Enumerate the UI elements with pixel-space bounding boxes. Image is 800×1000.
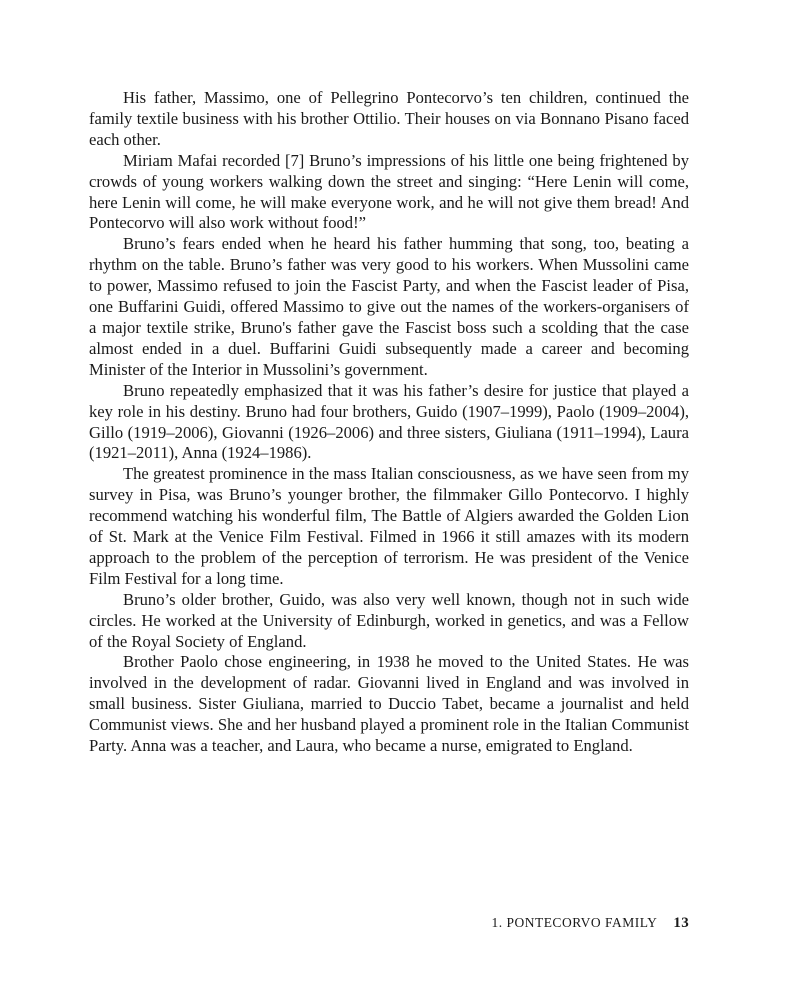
page-number: 13	[673, 915, 689, 931]
paragraph-1: His father, Massimo, one of Pellegrino Pontecorvo’s ten children, continued the family textile business with his brother Ottilio. Their houses on via Bonnano Pisano faced each other.	[89, 88, 689, 149]
paragraph-7: Brother Paolo chose engineering, in 1938 he moved to the United States. He was involved in the development of radar. Giovanni lived in England and was involved in small business. Sister Giuliana, married to Duccio Tabet, became a journalist and held Communist views. She and her husband played a prominent role in the Italian Communist Party. Anna was a teacher, and Laura, who became a nurse, emigrated to England.	[89, 652, 689, 756]
paragraph-5: The greatest prominence in the mass Italian consciousness, as we have seen from my survey in Pisa, was Bruno’s younger brother, the filmmaker Gillo Pontecorvo. I highly recommend watching his wonderful film, The Battle of Algiers awarded the Golden Lion of St. Mark at the Venice Film Festival. Filmed in 1966 it still amazes with its modern approach to the problem of the perception of terrorism. He was president of the Venice Film Festival for a long time.	[89, 464, 689, 588]
paragraph-3: Bruno’s fears ended when he heard his father humming that song, too, beating a rhythm on the table. Bruno’s father was very good to his workers. When Mussolini came to power, Massimo refused to join the Fascist Party, and when the Fascist leader of Pisa, one Buffarini Guidi, offered Massimo to give out the names of the workers-organisers of a major textile strike, Bruno's father gave the Fascist boss such a scolding that the case almost ended in a duel. Buffarini Guidi subsequently made a career and becoming Minister of the Interior in Mussolini’s government.	[89, 234, 689, 379]
running-footer	[89, 915, 689, 932]
paragraph-2: Miriam Mafai recorded [7] Bruno’s impressions of his little one being frightened by crowds of young workers walking down the street and singing: “Here Lenin will come, here Lenin will come, he will make everyone work, and he will not give them bread! And Pontecorvo will also work without food!”	[89, 150, 689, 233]
body-text	[89, 88, 689, 757]
paragraph-6: Bruno’s older brother, Guido, was also very well known, though not in such wide circles. He worked at the University of Edinburgh, worked in genetics, and was a Fellow of the Royal Society of England.	[89, 589, 689, 651]
paragraph-4: Bruno repeatedly emphasized that it was his father’s desire for justice that played a key role in his destiny. Bruno had four brothers, Guido (1907–1999), Paolo (1909–2004), Gillo (1919–2006), Giovanni (1926–​2006) and three sisters, Giuliana (1911–1994), Laura (1921–2011), Anna (1924–1986).	[89, 380, 689, 463]
chapter-title: 1. PONTECORVO FAMILY	[491, 915, 658, 930]
